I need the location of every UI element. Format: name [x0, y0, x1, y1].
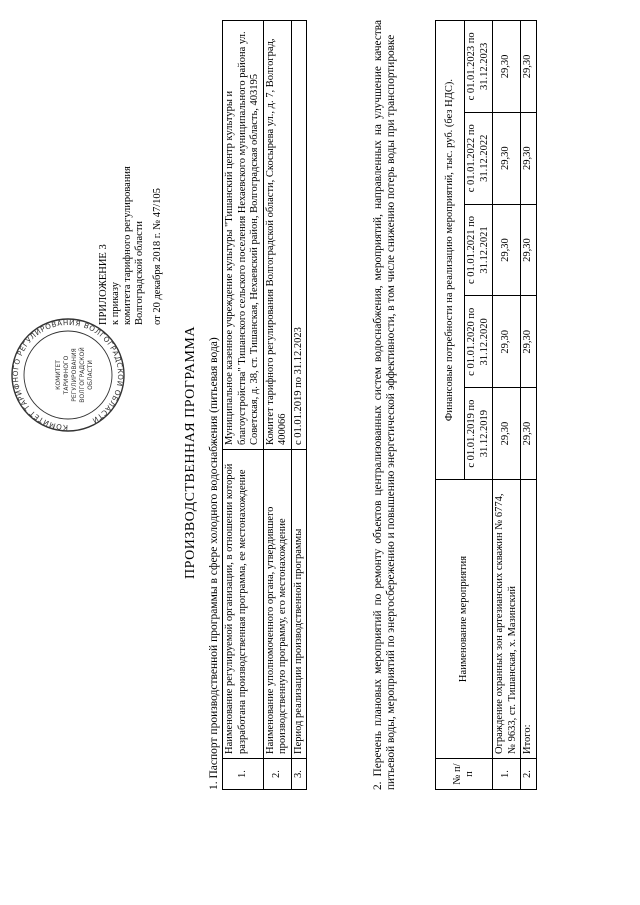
official-seal-stamp	[8, 315, 128, 435]
row-label: Наименование регулируемой организации, в отношении которой разработана производственная программа, ее местонахождение	[223, 450, 264, 759]
col-header-period: с 01.01.2022 по 31.12.2022	[465, 112, 493, 204]
row-value: 29,30	[521, 21, 537, 113]
col-header-num: № п/п	[436, 759, 493, 790]
row-value: 29,30	[493, 296, 521, 388]
section2-heading: 2. Перечень плановых мероприятий по ремонту объектов централизованных систем водоснабжения, мероприятий, направленных на улучшение качества питьевой воды, мероприятий по энергосбережению и повышению энергетической эффективности, в том числе снижению потерь воды при транспортировке	[372, 20, 398, 790]
row-label: Наименование уполномоченного органа, утвердившего производственную программу, его местонахождение	[263, 450, 291, 759]
row-value: 29,30	[521, 204, 537, 296]
svg-text:ВОЛГОГРАДСКОЙ: ВОЛГОГРАДСКОЙ	[79, 347, 86, 403]
svg-text:ОБЛАСТИ: ОБЛАСТИ	[87, 360, 94, 390]
row-value: 29,30	[493, 204, 521, 296]
table-row	[493, 21, 521, 790]
passport-table	[222, 20, 307, 790]
row-number: 1.	[223, 759, 264, 790]
row-value: 29,30	[521, 112, 537, 204]
measures-table	[435, 20, 537, 790]
col-header-period: с 01.01.2019 по 31.12.2019	[465, 388, 493, 480]
row-number: 1.	[493, 759, 521, 790]
svg-text:РЕГУЛИРОВАНИЯ: РЕГУЛИРОВАНИЯ	[71, 348, 78, 402]
col-header-name: Наименование мероприятия	[436, 480, 493, 759]
appendix-line: комитета тарифного регулирования	[122, 166, 133, 325]
row-value: Муниципальное казенное учреждение культуры "Тишанский центр культуры и благоустройства" Тишанского сельского поселения Нехаевского муниципального района ул. Советская, д. 38, ст. Тишанская, Нехаевский район, Волгоградская область, 403195	[223, 21, 264, 450]
row-label: Период реализации производственной программы	[291, 450, 307, 759]
row-value: 29,30	[493, 388, 521, 480]
col-header-period: с 01.01.2021 по 31.12.2021	[465, 204, 493, 296]
appendix-line: к приказу	[110, 282, 121, 325]
col-header-period: с 01.01.2023 по 31.12.2023	[465, 21, 493, 113]
svg-text:КОМИТЕТ: КОМИТЕТ	[55, 360, 62, 390]
col-header-group: Финансовые потребности на реализацию мероприятий, тыс. руб. (без НДС).	[436, 21, 465, 480]
col-header-period: с 01.01.2020 по 31.12.2020	[465, 296, 493, 388]
appendix-line: Волгоградской области	[134, 220, 145, 325]
table-row	[521, 21, 537, 790]
svg-text:ТАРИФНОГО: ТАРИФНОГО	[63, 355, 70, 395]
appendix-header	[98, 25, 164, 325]
row-name: Итого:	[521, 480, 537, 759]
row-value: 29,30	[493, 21, 521, 113]
appendix-line: ПРИЛОЖЕНИЕ 3	[98, 244, 109, 325]
row-value: 29,30	[521, 296, 537, 388]
table-row	[291, 21, 307, 790]
row-name: Ограждение охранных зон артезианских скважин № 6774, № 9633, ст. Тишанская, х. Мазинский	[493, 480, 521, 759]
row-value: 29,30	[493, 112, 521, 204]
table-row	[263, 21, 291, 790]
document-title: ПРОИЗВОДСТВЕННАЯ ПРОГРАММА	[183, 326, 198, 579]
row-number: 2.	[521, 759, 537, 790]
row-value: с 01.01.2019 по 31.12.2023	[291, 21, 307, 450]
table-row	[223, 21, 264, 790]
seal-ring-text: КОМИТЕТ ТАРИФНОГО РЕГУЛИРОВАНИЯ ВОЛГОГРАДСКОЙ ОБЛАСТИ	[10, 317, 126, 433]
row-value: 29,30	[521, 388, 537, 480]
row-number: 3.	[291, 759, 307, 790]
appendix-line: от 20 декабря 2018 г. № 47/105	[152, 188, 163, 325]
row-value: Комитет тарифного регулирования Волгоградской области, Скосырева ул., д. 7, Волгоград, 400066	[263, 21, 291, 450]
section1-heading: 1. Паспорт производственной программы в сфере холодного водоснабжения (питьевая вода)	[208, 337, 220, 790]
row-number: 2.	[263, 759, 291, 790]
table-header-row	[436, 21, 465, 790]
